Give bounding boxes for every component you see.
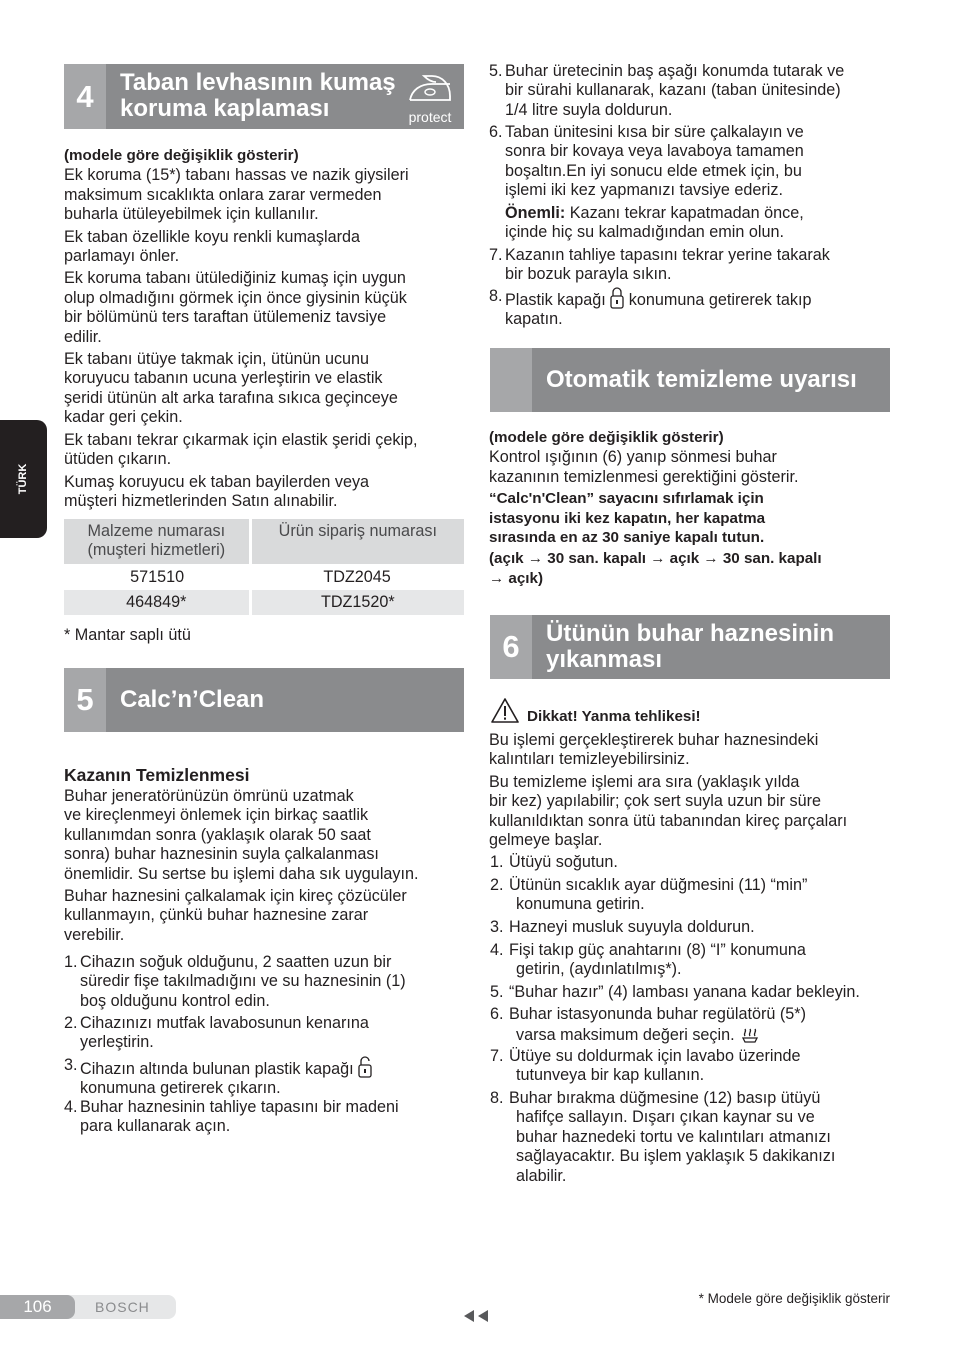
page-number-badge bbox=[0, 1295, 176, 1319]
list-item: 7. Kazanın tahliye tapasını tekrar yerine takarak bir bozuk parayla sıkın. bbox=[489, 246, 830, 284]
section-4-para-6: Kumaş koruyucu ek taban bayilerden veya müşteri hizmetlerinden Satın alınabilir. bbox=[64, 472, 370, 510]
section-4-para-2: Ek taban özellikle koyu renkli kumaşlarda parlamayı önler. bbox=[64, 227, 361, 266]
language-label: TÜRK bbox=[17, 463, 29, 495]
list-item: 5. Buhar üretecinin baş aşağı konumda tutarak ve bir sürahi kullanarak, kazanı (taban ünitesinde) 1/4 litre suyla doldurun. bbox=[489, 62, 845, 119]
language-side-tab bbox=[0, 420, 47, 538]
list-item: 4. Fişi takıp güç anahtarını (8) “I” konumuna getirin, (aydınlatılmış*). bbox=[490, 941, 806, 979]
list-item: 7. Ütüye su doldurmak için lavabo üzerinde tutunveya bir kap kullanın. bbox=[490, 1047, 801, 1085]
table-cell: TDZ1520* bbox=[320, 593, 395, 611]
table-cell: TDZ2045 bbox=[323, 567, 391, 586]
back-arrows-icon[interactable] bbox=[462, 1309, 490, 1323]
auto-clean-number-block bbox=[490, 348, 532, 412]
list-item: 3. Hazneyi musluk suyuyla doldurun. bbox=[490, 918, 755, 936]
section-4-para-3: Ek koruma tabanı ütülediğiniz kumaş için uygun olup olmadığını görmek için önce giysinin küçük bir bölümünü ters taraftan ütülemeniz tavsiye edilir. bbox=[64, 269, 407, 346]
table-header-cell: Ürün sipariş numarası bbox=[278, 522, 437, 540]
table-cell: 464849* bbox=[64, 590, 250, 615]
list-item: 6. Buhar istasyonunda buhar regülatörü (5*) varsa maksimum değeri seçin. bbox=[490, 1005, 806, 1045]
footer-note: * Modele göre değişiklik gösterir bbox=[698, 1291, 890, 1306]
steam-max-icon bbox=[739, 1024, 761, 1044]
list-item: 4. Buhar haznesinin tahliye tapasını bir madeni para kullanarak açın. bbox=[64, 1098, 399, 1136]
list-item: 5. “Buhar hazır” (4) lambası yanana kadar bekleyin. bbox=[490, 983, 860, 1001]
list-item: 1. Cihazın soğuk olduğunu, 2 saatten uzun bir süredir fişe takılmadığını ve su haznesinin (1) boş olduğunu kontrol edin. bbox=[64, 953, 406, 1010]
list-item: 3. Cihazın altında bulunan plastik kapağı konumuna getirerek çıkarın. bbox=[64, 1056, 464, 1099]
section-6-title: Ütünün buhar haznesinin yıkanması bbox=[546, 620, 834, 673]
warning-triangle-icon bbox=[490, 697, 520, 724]
protect-icon-label: protect bbox=[408, 109, 452, 125]
list-item: 1. Ütüyü soğutun. bbox=[490, 853, 618, 871]
section-6-number: 6 bbox=[490, 615, 532, 679]
auto-clean-note: (modele göre değişiklik gösterir) bbox=[489, 429, 724, 446]
section-4-note: (modele göre değişiklik gösterir) bbox=[64, 147, 299, 164]
section-4-para-1: Ek koruma (15*) tabanı hassas ve nazik giysileri maksimum sıcaklıkta onlara zarar vermeden buharla ütüleyebilmek için kullanılır. bbox=[64, 166, 409, 224]
warning-text: Dikkat! Yanma tehlikesi! bbox=[527, 708, 701, 725]
list-item: 2. Ütünün sıcaklık ayar düğmesini (11) “min” konumuna getirin. bbox=[490, 876, 808, 914]
table-footnote: * Mantar saplı ütü bbox=[64, 626, 191, 644]
table-cell: 571510 bbox=[130, 567, 185, 586]
list-item: 8. Buhar bırakma düğmesine (12) basıp ütüyü hafifçe sallayın. Dışarı çıkan kaynar su ve buhar haznedeki tortu ve kalıntıları atmanızı sağlayacaktır. Bu işlem yaklaşık 5 dakikanızı alabilir. bbox=[490, 1089, 836, 1185]
table-header-cell: Malzeme numarası (muşteri hizmetleri) bbox=[64, 519, 250, 564]
table-header-row bbox=[64, 519, 464, 564]
list-item: 8. Plastik kapağı konumuna getirerek takıp kapatın. bbox=[489, 287, 812, 329]
section-5-para-1: Buhar jeneratörünüzün ömrünü uzatmak ve kireçlenmeyi önlemek için birkaç saatlik kullanımdan sonra (yaklaşık olarak 50 saat sonra) buhar haznesinin suyla çalkalanması önemlidir. Su sertse bu işlemi daha sık uygulayın. bbox=[64, 787, 419, 883]
section-4-number: 4 bbox=[64, 64, 106, 129]
section-4-title: Taban levhasının kumaş koruma kaplaması bbox=[120, 69, 396, 122]
brand-label: BOSCH bbox=[95, 1299, 150, 1315]
protect-iron-icon bbox=[402, 70, 458, 124]
lock-closed-icon bbox=[610, 287, 624, 309]
section-6-header bbox=[490, 615, 890, 679]
section-5-header bbox=[64, 668, 464, 732]
section-5-para-2: Buhar haznesini çalkalamak için kireç çözücüler kullanmayın, çünkü buhar haznesine zarar verebilir. bbox=[64, 887, 407, 944]
parts-table bbox=[64, 519, 464, 615]
section-5-title: Calc’n’Clean bbox=[120, 686, 265, 713]
auto-clean-title: Otomatik temizleme uyarısı bbox=[546, 366, 857, 393]
section-4-para-4: Ek tabanı ütüye takmak için, ütünün ucunu koruyucu tabanın ucuna yerleştirin ve elastik şeridi ütünün alt arka tarafına sıkıca geçinceye kadar geri çekin. bbox=[64, 350, 398, 427]
warning-line bbox=[489, 697, 899, 725]
section-5-number: 5 bbox=[64, 668, 106, 732]
section-4-para-5: Ek tabanı tekrar çıkarmak için elastik şeridi çekip, ütüden çıkarın. bbox=[64, 430, 418, 469]
section-5-subhead: Kazanın Temizlenmesi bbox=[64, 765, 250, 785]
important-note: Önemli: Kazanı tekrar kapatmadan önce, bbox=[505, 203, 804, 222]
section-4-header bbox=[64, 64, 464, 129]
page-number: 106 bbox=[0, 1295, 75, 1319]
list-item: 2. Cihazınızı mutfak lavabosunun kenarına yerleştirin. bbox=[64, 1014, 369, 1052]
table-row bbox=[64, 564, 464, 590]
table-row bbox=[64, 590, 464, 615]
list-item: 6. Taban ünitesini kısa bir süre çalkalayın ve sonra bir kovaya veya lavaboya tamamen boşaltın.En iyi sonucu elde etmek için, bu işlemi iki kez yapmanızı tavsiye ederiz. Önemli: Kazanı tekrar kapatmadan önce, içinde hiç su kalmadığından emin olun. bbox=[489, 123, 899, 242]
auto-clean-header bbox=[490, 348, 890, 412]
lock-open-icon bbox=[358, 1056, 372, 1078]
